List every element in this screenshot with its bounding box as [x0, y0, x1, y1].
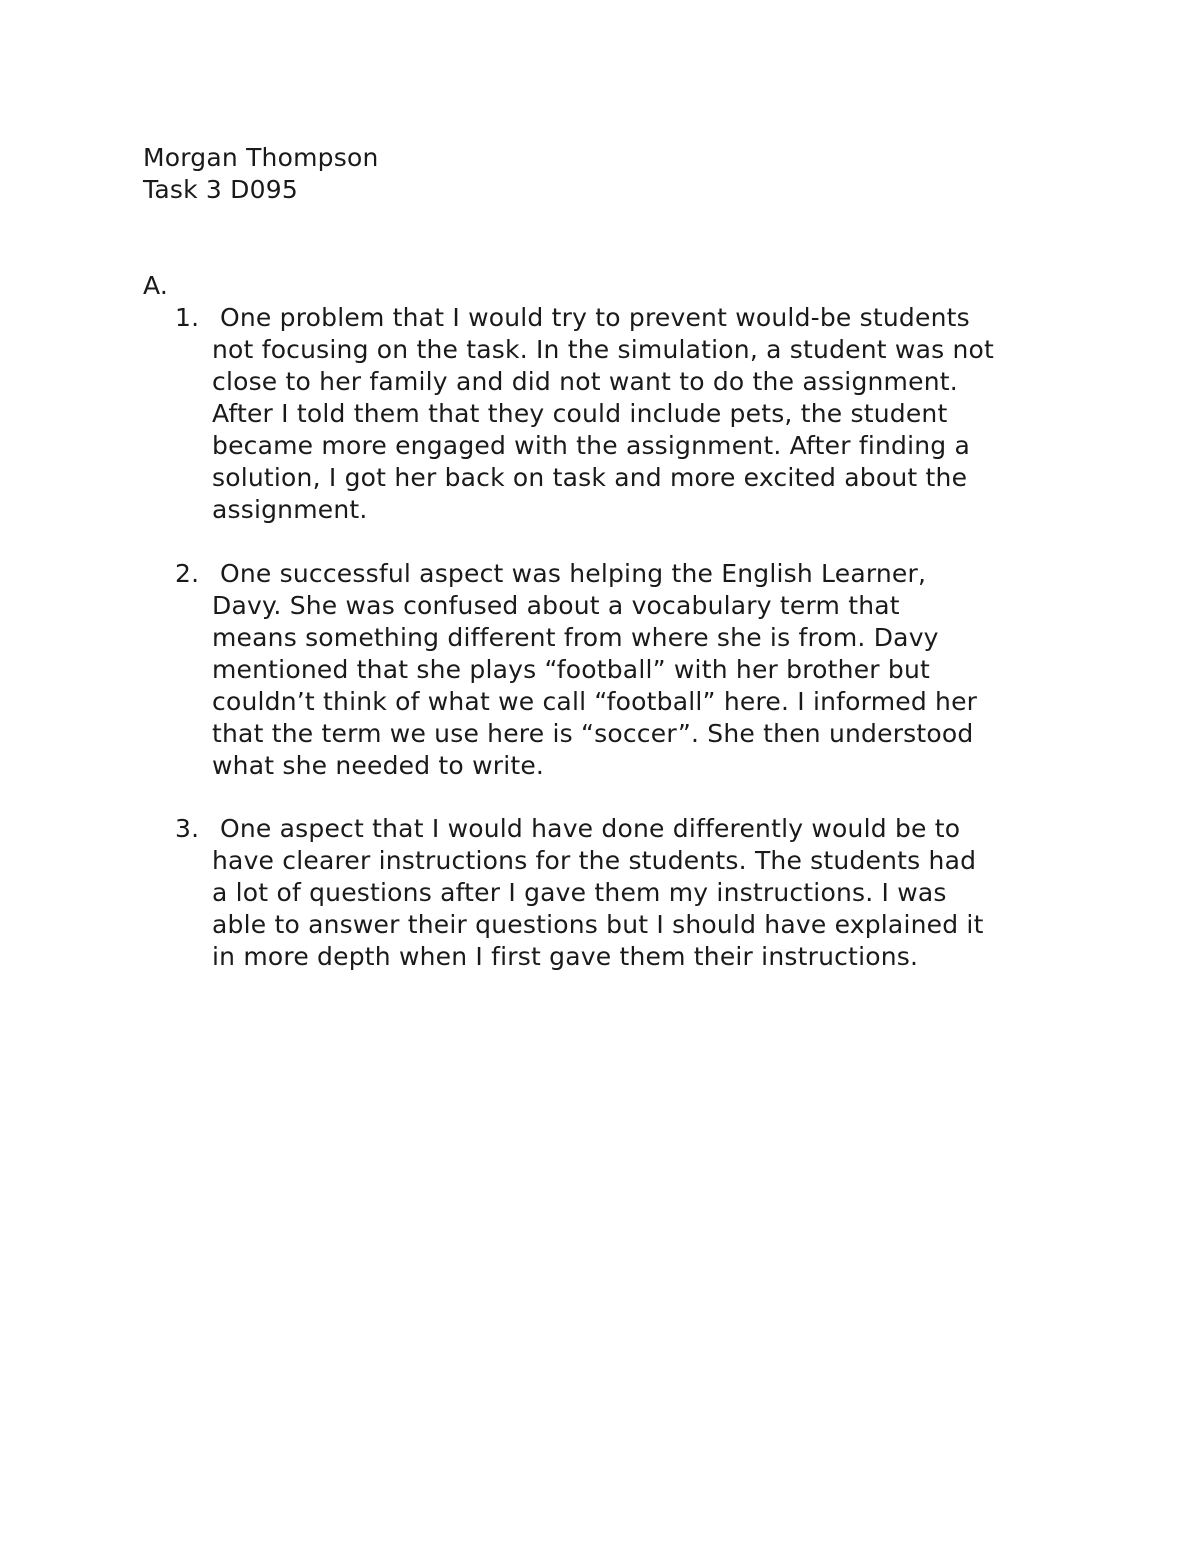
- text-line: that the term we use here is “soccer”. She then understood: [212, 719, 974, 748]
- text-line: couldn’t think of what we call “football” here. I informed her: [212, 687, 978, 716]
- text-line: not focusing on the task. In the simulation, a student was not: [212, 335, 995, 364]
- list-item-text: [212, 302, 1072, 526]
- list-item: [175, 558, 1075, 782]
- text-line: solution, I got her back on task and more excited about the: [212, 463, 968, 492]
- list-item: [175, 302, 1075, 526]
- text-line: mentioned that she plays “football” with her brother but: [212, 655, 931, 684]
- list-item: [175, 813, 1075, 973]
- text-line: One successful aspect was helping the English Learner,: [220, 559, 927, 588]
- text-line: One aspect that I would have done differently would be to: [220, 814, 961, 843]
- text-line: a lot of questions after I gave them my instructions. I was: [212, 878, 947, 907]
- section-label: A.: [143, 271, 169, 300]
- text-line: close to her family and did not want to do the assignment.: [212, 367, 958, 396]
- text-line: what she needed to write.: [212, 751, 545, 780]
- list-item-text: [212, 558, 1072, 782]
- text-line: have clearer instructions for the students. The students had: [212, 846, 977, 875]
- text-line: means something different from where she is from. Davy: [212, 623, 939, 652]
- text-line: able to answer their questions but I should have explained it: [212, 910, 984, 939]
- text-line: After I told them that they could include pets, the student: [212, 399, 948, 428]
- task-title: Task 3 D095: [143, 175, 298, 204]
- list-item-number: 1.: [175, 303, 200, 332]
- text-line: assignment.: [212, 495, 368, 524]
- text-line: became more engaged with the assignment. After finding a: [212, 431, 971, 460]
- text-line: One problem that I would try to prevent would-be students: [220, 303, 970, 332]
- list-item-number: 3.: [175, 814, 200, 843]
- list-item-text: [212, 813, 1072, 973]
- author-name: Morgan Thompson: [143, 143, 379, 172]
- text-line: in more depth when I first gave them their instructions.: [212, 942, 919, 971]
- text-line: Davy. She was confused about a vocabulary term that: [212, 591, 900, 620]
- list-item-number: 2.: [175, 559, 200, 588]
